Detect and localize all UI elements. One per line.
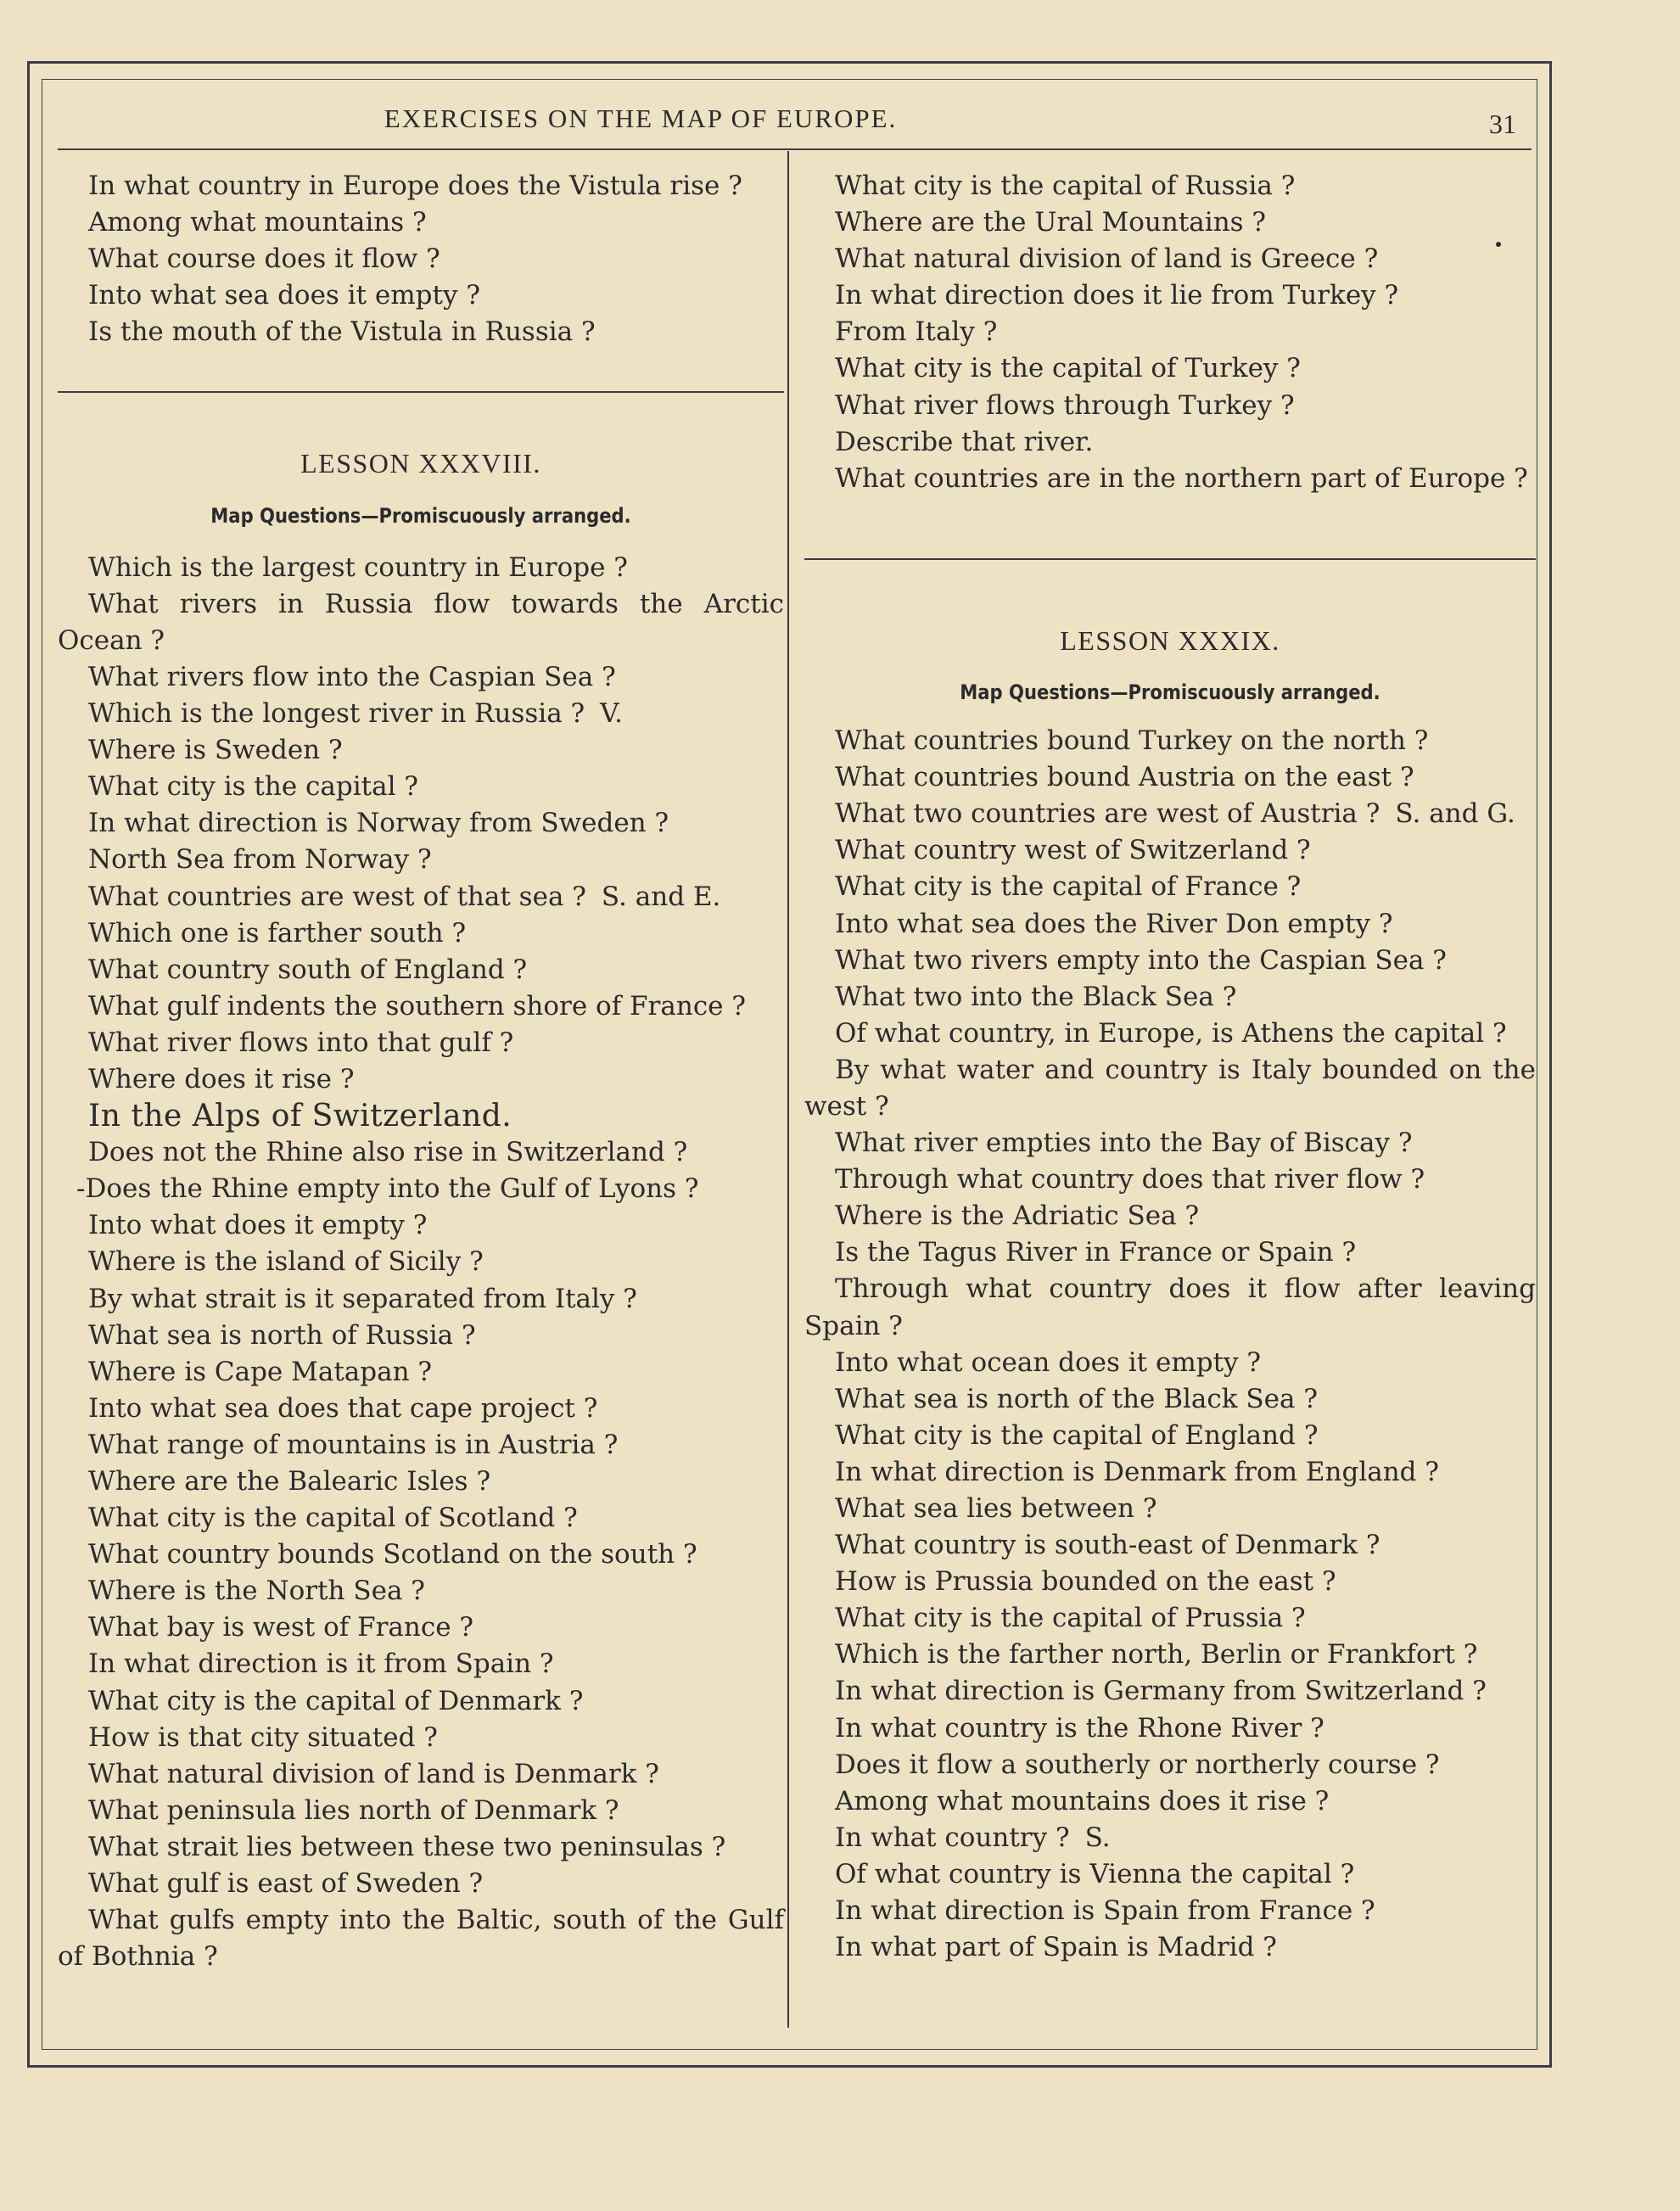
question-line-continued: Spain ? bbox=[804, 1310, 903, 1341]
question-line: By what water and country is Italy bounded on the bbox=[835, 1054, 1536, 1085]
question-line: What city is the capital of Denmark ? bbox=[88, 1685, 584, 1716]
question-line: How is Prussia bounded on the east ? bbox=[835, 1566, 1336, 1598]
question-line: What city is the capital of Turkey ? bbox=[835, 353, 1301, 384]
question-line: What country west of Switzerland ? bbox=[835, 835, 1311, 866]
question-line-continued: of Bothnia ? bbox=[58, 1941, 218, 1973]
question-line: What peninsula lies north of Denmark ? bbox=[88, 1794, 619, 1826]
question-line: Is the mouth of the Vistula in Russia ? bbox=[88, 316, 596, 348]
question-line: -Does the Rhine empty into the Gulf of Lyons ? bbox=[76, 1173, 699, 1205]
answer-note: S. bbox=[1084, 1822, 1111, 1853]
question-line: Through what country does it flow after leaving bbox=[835, 1273, 1536, 1305]
question-text: What countries are west of that sea ? bbox=[88, 881, 586, 912]
question-line: Which one is farther south ? bbox=[88, 917, 467, 949]
question-line: Where is Sweden ? bbox=[88, 735, 343, 766]
question-line: What country bounds Scotland on the south ? bbox=[88, 1539, 697, 1570]
question-line: What gulf indents the southern shore of France ? bbox=[88, 990, 746, 1022]
question-line bbox=[58, 879, 784, 915]
header-rule bbox=[58, 148, 1532, 150]
question-line: What city is the capital of France ? bbox=[835, 871, 1302, 903]
question-line-continued: west ? bbox=[804, 1090, 889, 1122]
question-line: Into what sea does the River Don empty ? bbox=[835, 908, 1393, 939]
question-line: Into what sea does it empty ? bbox=[88, 280, 480, 311]
answer-note: In the Alps of Switzerland. bbox=[88, 1099, 512, 1134]
question-line: What country is south-east of Denmark ? bbox=[835, 1530, 1380, 1561]
question-text: Which is the longest river in Russia ? bbox=[88, 698, 585, 730]
question-line: What city is the capital of Prussia ? bbox=[835, 1603, 1306, 1634]
question-line: Into what does it empty ? bbox=[88, 1210, 428, 1241]
question-line bbox=[804, 796, 1536, 832]
question-line: What river flows into that gulf ? bbox=[88, 1027, 514, 1058]
question-line: Where is the Adriatic Sea ? bbox=[835, 1201, 1200, 1232]
left-column bbox=[58, 168, 784, 1975]
question-line: Of what country, in Europe, is Athens the capital ? bbox=[835, 1017, 1507, 1049]
question-line: What river flows through Turkey ? bbox=[835, 389, 1295, 421]
question-line bbox=[58, 659, 784, 696]
question-line: Into what sea does that cape project ? bbox=[88, 1392, 598, 1424]
answer-note: S. and E. bbox=[601, 881, 721, 912]
question-line: What river empties into the Bay of Biscay ? bbox=[835, 1128, 1413, 1159]
question-line: In what direction is Norway from Sweden ? bbox=[88, 808, 669, 839]
question-line: What countries bound Turkey on the north ? bbox=[835, 725, 1429, 757]
question-line: Where is the North Sea ? bbox=[88, 1576, 425, 1607]
question-line: In what part of Spain is Madrid ? bbox=[835, 1932, 1277, 1963]
question-line: What gulfs empty into the Baltic, south of the Gulf bbox=[88, 1905, 784, 1936]
question-line: What strait lies between these two peninsulas ? bbox=[88, 1831, 726, 1862]
question-line: What country south of England ? bbox=[88, 954, 528, 985]
question-line: What countries bound Austria on the east ? bbox=[835, 762, 1414, 793]
question-line: From Italy ? bbox=[835, 316, 998, 348]
question-line: Does it flow a southerly or northerly course ? bbox=[835, 1749, 1440, 1780]
question-line: In what direction is Denmark from England ? bbox=[835, 1456, 1440, 1487]
lesson-subtitle: Map Questions—Promiscuously arranged. bbox=[960, 680, 1380, 704]
question-line: North Sea from Norway ? bbox=[88, 844, 432, 876]
question-text: In what country ? bbox=[835, 1822, 1070, 1853]
question-line: In what direction does it lie from Turkey ? bbox=[835, 280, 1399, 311]
question-line: Among what mountains does it rise ? bbox=[835, 1785, 1330, 1816]
question-line: Where does it rise ? bbox=[88, 1063, 355, 1094]
question-line: Of what country is Vienna the capital ? bbox=[835, 1858, 1355, 1889]
question-line: What natural division of land is Denmark ? bbox=[88, 1758, 659, 1789]
question-line: What two into the Black Sea ? bbox=[835, 981, 1237, 1012]
question-line: What city is the capital ? bbox=[88, 771, 418, 803]
right-column bbox=[804, 168, 1536, 1966]
question-line: In what direction is it from Spain ? bbox=[88, 1648, 554, 1680]
question-text: What rivers flow into the Caspian Sea ? bbox=[88, 661, 616, 692]
question-line: Where are the Balearic Isles ? bbox=[88, 1466, 491, 1497]
question-line bbox=[58, 696, 784, 732]
question-line: What course does it flow ? bbox=[88, 243, 440, 275]
question-line: In what direction is Germany from Switzerland ? bbox=[835, 1676, 1487, 1707]
question-line: What sea lies between ? bbox=[835, 1493, 1157, 1524]
question-line: What city is the capital of England ? bbox=[835, 1419, 1319, 1451]
running-header: EXERCISES ON THE MAP OF EUROPE. bbox=[384, 104, 898, 133]
question-line: What range of mountains is in Austria ? bbox=[88, 1429, 619, 1460]
question-line: In what country is the Rhone River ? bbox=[835, 1712, 1324, 1744]
question-line: In what country in Europe does the Vistula rise ? bbox=[88, 171, 742, 201]
question-line: Describe that river. bbox=[835, 426, 1094, 457]
question-line: Among what mountains ? bbox=[88, 207, 427, 238]
question-line: Where is Cape Matapan ? bbox=[88, 1356, 433, 1387]
question-line: What gulf is east of Sweden ? bbox=[88, 1868, 484, 1900]
question-line: Is the Tagus River in France or Spain ? bbox=[835, 1237, 1357, 1268]
question-line bbox=[804, 1820, 1536, 1856]
lesson-title: LESSON XXXIX. bbox=[1060, 624, 1280, 656]
question-line-continued: Ocean ? bbox=[58, 624, 165, 656]
question-line: What city is the capital of Russia ? bbox=[835, 171, 1296, 201]
column-divider bbox=[787, 151, 789, 2028]
question-line: Which is the farther north, Berlin or Frankfort ? bbox=[835, 1639, 1478, 1671]
question-text: What two countries are west of Austria ? bbox=[835, 798, 1380, 830]
question-line: How is that city situated ? bbox=[88, 1721, 438, 1753]
question-line: What countries are in the northern part of Europe ? bbox=[835, 462, 1528, 494]
question-line: What natural division of land is Greece ? bbox=[835, 243, 1379, 275]
question-line: Where is the island of Sicily ? bbox=[88, 1246, 484, 1278]
question-line: By what strait is it separated from Italy ? bbox=[88, 1283, 637, 1314]
question-line: In what direction is Spain from France ? bbox=[835, 1895, 1375, 1927]
lesson-title: LESSON XXXVIII. bbox=[300, 448, 541, 479]
question-line: Does not the Rhine also rise in Switzerland ? bbox=[88, 1137, 688, 1168]
question-line: Into what ocean does it empty ? bbox=[835, 1346, 1262, 1378]
question-line: What rivers in Russia flow towards the Arctic bbox=[88, 588, 784, 619]
question-line: Where are the Ural Mountains ? bbox=[835, 207, 1267, 238]
question-line: What two rivers empty into the Caspian Sea ? bbox=[835, 944, 1447, 976]
question-line: Which is the largest country in Europe ? bbox=[88, 551, 628, 583]
page-number: 31 bbox=[1489, 109, 1516, 139]
question-line: What sea is north of the Black Sea ? bbox=[835, 1383, 1318, 1414]
question-line: What bay is west of France ? bbox=[88, 1612, 474, 1643]
question-line: What city is the capital of Scotland ? bbox=[88, 1503, 578, 1534]
answer-note: V. bbox=[600, 698, 623, 730]
question-line: What sea is north of Russia ? bbox=[88, 1319, 476, 1351]
question-line: Through what country does that river flow ? bbox=[835, 1164, 1425, 1195]
answer-note: S. and G. bbox=[1395, 798, 1515, 830]
lesson-subtitle: Map Questions—Promiscuously arranged. bbox=[210, 503, 631, 528]
